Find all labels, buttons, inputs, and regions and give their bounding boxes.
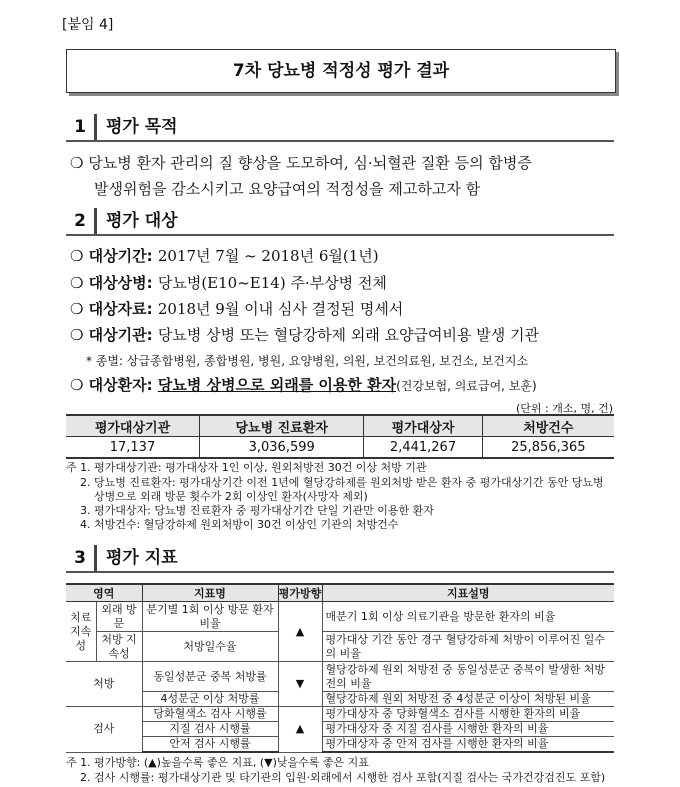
section-number: 2: [66, 208, 97, 234]
summary-cell: 2,441,267: [364, 437, 482, 459]
indicator-table: [66, 583, 614, 753]
note-line: 2. 당뇨병 진료환자: 평가대상기간 이전 1년에 혈당강하제를 원외처방 받은 환자 중 평가대상기간 동안 당뇨병: [80, 476, 604, 489]
page-title: 7차 당뇨병 적정성 평가 결과: [66, 49, 616, 93]
note-line: 상병으로 외래 방문 횟수가 2회 이상인 환자(사망자 제외): [94, 490, 368, 503]
indicator-header: 영역: [66, 584, 142, 602]
target-disease: ❍ 대상상병: 당뇨병(E10~E14) 주·부상병 전체: [70, 274, 387, 292]
section-label: 평가 목적: [106, 117, 178, 137]
indicator-name: 분기별 1회 이상 방문 환자비율: [142, 602, 278, 632]
direction-up: ▲: [278, 602, 322, 662]
indicator-header: 평가방향: [278, 584, 322, 602]
note-line: 2. 검사 시행률: 평가대상기관 및 타기관의 입원·외래에서 시행한 검사 포함(지질 검사는 국가건강검진도 포함): [80, 771, 606, 784]
summary-cell: 25,856,365: [482, 437, 614, 459]
indicator-name: 지질 검사 시행률: [142, 722, 278, 737]
section-heading-indicators: [66, 545, 614, 571]
note-line: 주 1. 평가대상기관: 평가대상자 1인 이상, 원외처방전 30건 이상 처방 기관: [66, 461, 427, 474]
note-line: 4. 처방건수: 혈당강하제 원외처방이 30건 이상인 기관의 처방건수: [80, 518, 399, 531]
area-cell: 치료 지속성: [66, 602, 96, 662]
section-heading-target: [66, 208, 614, 234]
indicator-desc: 혈당강하제 원외 처방전 중 동일성분군 중복이 발생한 처방전의 비율: [322, 662, 614, 692]
section-label: 평가 대상: [106, 211, 178, 231]
indicator-desc: 평가대상자 중 지질 검사를 시행한 환자의 비율: [322, 722, 614, 737]
purpose-line-2: 발생위험을 감소시키고 요양급여의 적정성을 제고하고자 함: [94, 180, 481, 198]
summary-header: 평가대상기관: [66, 415, 199, 437]
target-data: ❍ 대상자료: 2018년 9월 이내 심사 결정된 명세서: [70, 300, 404, 318]
indicator-header: 지표설명: [322, 584, 614, 602]
indicator-header: 지표명: [142, 584, 278, 602]
area-cell: 처방: [66, 662, 142, 707]
section-label: 평가 지표: [106, 548, 178, 568]
section-number: 1: [66, 114, 97, 140]
indicator-name: 4성분군 이상 처방률: [142, 692, 278, 707]
indicator-desc: 평가대상 기간 동안 경구 혈당강하제 처방이 이루어진 일수의 비율: [322, 632, 614, 662]
summary-cell: 3,036,599: [199, 437, 363, 459]
direction-down: ▼: [278, 662, 322, 707]
unit-label: (단위 : 개소, 명, 건): [516, 402, 614, 415]
target-institution: ❍ 대상기관: 당뇨병 상병 또는 혈당강하제 외래 요양급여비용 발생 기관: [70, 326, 539, 344]
indicator-desc: 평가대상자 중 안저 검사를 시행한 환자의 비율: [322, 737, 614, 753]
subarea-cell: 외래 방문: [96, 602, 142, 632]
note-line: 주 1. 평가방향: (▲)높을수록 좋은 지표, (▼)낮을수록 좋은 지표: [66, 756, 369, 769]
indicator-desc: 혈당강하제 원외 처방전 중 4성분군 이상이 처방된 비율: [322, 692, 614, 707]
summary-cell: 17,137: [66, 437, 199, 459]
indicator-name: 당화혈색소 검사 시행률: [142, 707, 278, 722]
note-line: 3. 평가대상자: 당뇨병 진료환자 중 평가대상기간 단일 기관만 이용한 환자: [80, 504, 434, 517]
direction-up: ▲: [278, 707, 322, 753]
section-heading-purpose: [66, 114, 614, 140]
indicator-name: 처방일수율: [142, 632, 278, 662]
indicator-desc: 평가대상자 중 당화혈색소 검사를 시행한 환자의 비율: [322, 707, 614, 722]
subarea-cell: 처방 지속성: [96, 632, 142, 662]
summary-header: 평가대상자: [364, 415, 482, 437]
target-period: ❍ 대상기간: 2017년 7월 ~ 2018년 6월(1년): [70, 247, 379, 265]
attachment-label: [붙임 4]: [62, 17, 114, 33]
indicator-name: 동일성분군 중복 처방률: [142, 662, 278, 692]
indicator-name: 안저 검사 시행률: [142, 737, 278, 753]
summary-table: [66, 414, 614, 459]
purpose-line-1: ❍ 당뇨병 환자 관리의 질 향상을 도모하여, 심·뇌혈관 질환 등의 합병증: [70, 154, 532, 172]
area-cell: 검사: [66, 707, 142, 753]
target-patients: ❍ 대상환자: 당뇨병 상병으로 외래를 이용한 환자(건강보험, 의료급여, 보훈): [70, 376, 537, 394]
indicator-desc: 매분기 1회 이상 의료기관을 방문한 환자의 비율: [322, 602, 614, 632]
summary-header: 당뇨병 진료환자: [199, 415, 363, 437]
section-number: 3: [66, 545, 97, 571]
institution-types: * 종별: 상급종합병원, 종합병원, 병원, 요양병원, 의원, 보건의료원, 보건소, 보건지소: [86, 354, 529, 368]
summary-header: 처방건수: [482, 415, 614, 437]
